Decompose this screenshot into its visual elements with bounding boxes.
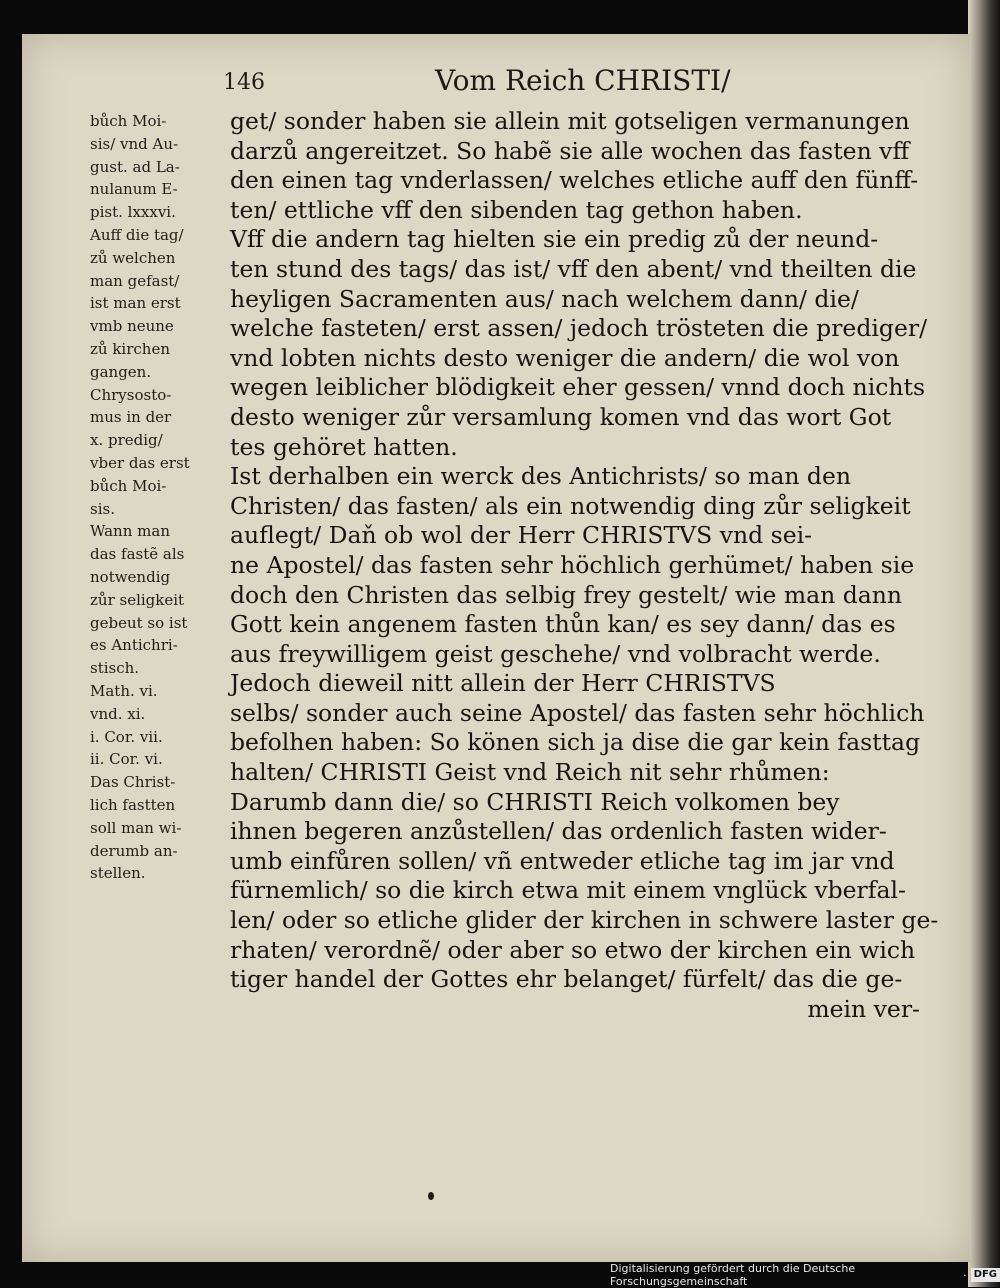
marginal-note-line: zů welchen: [90, 248, 176, 267]
marginal-note-line: gangen.: [90, 362, 152, 381]
marginal-note-line: vber das erst: [90, 453, 190, 472]
text-line: Darumb dann die/ so CHRISTI Reich volkomen bey: [230, 787, 840, 816]
marginal-note-line: gebeut so ist: [90, 613, 188, 632]
marginal-note-line: vmb neune: [90, 317, 174, 336]
body-text: [230, 107, 939, 1024]
text-line: tes gehöret hatten.: [230, 432, 458, 461]
text-line: wegen leiblicher blödigkeit eher gessen/ vnnd doch nichts: [230, 373, 926, 402]
marginal-note-line: pist. lxxxvi.: [90, 203, 176, 222]
text-line: befolhen haben: So könen sich ja dise die gar kein fasttag: [230, 728, 921, 757]
marginal-note-line: x. predig/: [90, 431, 163, 450]
marginal-note-line: ii. Cor. vi.: [90, 750, 163, 769]
marginal-note-line: es Antichri-: [90, 636, 178, 655]
text-line: Ist derhalben ein werck des Antichrists/ so man den: [230, 462, 852, 491]
text-line: heyligen Sacramenten aus/ nach welchem dann/ die/: [230, 284, 859, 313]
marginal-note-line: ist man erst: [90, 294, 181, 313]
text-line: ten stund des tags/ das ist/ vff den abent/ vnd theilten die: [230, 254, 917, 283]
marginal-note-line: derumb an-: [90, 841, 178, 860]
text-line: selbs/ sonder auch seine Apostel/ das fasten sehr höchlich: [230, 698, 925, 727]
text-line: Gott kein angenem fasten thůn kan/ es sey dann/ das es: [230, 610, 896, 639]
text-line: aus freywilligem geist geschehe/ vnd volbracht werde.: [230, 639, 881, 668]
text-line: Jedoch dieweil nitt allein der Herr CHRISTVS: [230, 669, 776, 698]
marginal-note-line: lich fastten: [90, 795, 176, 814]
page-number: 146: [223, 70, 265, 95]
text-line: darzů angereitzet. So habẽ sie alle wochen das fasten vff: [230, 136, 910, 165]
marginal-notes: [90, 110, 240, 885]
catchword: mein ver-: [807, 994, 920, 1023]
running-title: Vom Reich CHRISTI/: [435, 64, 731, 97]
marginal-note-line: Das Christ-: [90, 773, 176, 792]
text-line: len/ oder so etliche glider der kirchen in schwere laster ge-: [230, 906, 939, 935]
text-line: Christen/ das fasten/ als ein notwendig ding zůr seligkeit: [230, 491, 911, 520]
text-line: umb einfůren sollen/ vñ entweder etliche tag im jar vnd: [230, 846, 895, 875]
page-header: [215, 62, 915, 102]
text-line: vnd lobten nichts desto weniger die andern/ die wol von: [230, 343, 900, 372]
marginal-note-line: stisch.: [90, 659, 140, 678]
text-line: rhaten/ verordnẽ/ oder aber so etwo der kirchen ein wich: [230, 935, 916, 964]
text-line: ten/ ettliche vff den sibenden tag gethon haben.: [230, 195, 803, 224]
marginal-note-line: sis/ vnd Au-: [90, 134, 179, 153]
marginal-note-line: i. Cor. vii.: [90, 727, 163, 746]
marginal-note-line: zů kirchen: [90, 339, 170, 358]
text-line: get/ sonder haben sie allein mit gotseligen vermanungen: [230, 107, 910, 135]
dfg-logo: DFG: [971, 1268, 1000, 1282]
ink-mark: [428, 1192, 434, 1200]
text-line: auflegt/ Daň ob wol der Herr CHRISTVS vnd sei-: [230, 521, 813, 550]
marginal-note-line: soll man wi-: [90, 818, 182, 837]
marginal-note-line: nulanum E-: [90, 180, 178, 199]
marginal-note-line: stellen.: [90, 864, 146, 883]
marginal-note-line: Math. vi.: [90, 681, 158, 700]
text-line: welche fasteten/ erst assen/ jedoch trösteten die prediger/: [230, 314, 928, 343]
marginal-note-line: bůch Moi-: [90, 476, 167, 495]
marginal-note-line: sis.: [90, 499, 115, 518]
text-line: Vff die andern tag hielten sie ein predig zů der neund-: [230, 225, 879, 254]
marginal-note-line: Wann man: [90, 522, 170, 541]
text-line: fürnemlich/ so die kirch etwa mit einem vnglück vberfal-: [230, 876, 906, 905]
text-line: ihnen begeren anzůstellen/ das ordenlich fasten wider-: [230, 817, 887, 846]
digitization-credit: Digitalisierung gefördert durch die Deutsche Forschungsgemeinschaft · DFG: [610, 1266, 1000, 1284]
marginal-note-line: mus in der: [90, 408, 172, 427]
marginal-note-line: vnd. xi.: [90, 704, 146, 723]
text-line: doch den Christen das selbig frey gestelt/ wie man dann: [230, 580, 903, 609]
marginal-note-line: notwendig: [90, 567, 171, 586]
text-line: desto weniger zůr versamlung komen vnd das wort Got: [230, 402, 892, 431]
marginal-note-line: gust. ad La-: [90, 157, 180, 176]
marginal-note-line: bůch Moi-: [90, 112, 167, 130]
text-line: ne Apostel/ das fasten sehr höchlich gerhümet/ haben sie: [230, 550, 915, 579]
text-line: tiger handel der Gottes ehr belanget/ fürfelt/ das die ge-: [230, 965, 903, 994]
text-line: halten/ CHRISTI Geist vnd Reich nit sehr rhůmen:: [230, 758, 830, 787]
marginal-note-line: das fastẽ als: [90, 545, 185, 564]
credit-text: Digitalisierung gefördert durch die Deutsche Forschungsgemeinschaft: [610, 1262, 856, 1288]
marginal-note-line: Chrysosto-: [90, 385, 172, 404]
book-spine: [968, 0, 1000, 1287]
marginal-note-line: Auff die tag/: [90, 225, 184, 244]
text-line: den einen tag vnderlassen/ welches etliche auff den fünff-: [230, 166, 919, 195]
marginal-note-line: man gefast/: [90, 271, 180, 290]
marginal-note-line: zůr seligkeit: [90, 590, 185, 609]
